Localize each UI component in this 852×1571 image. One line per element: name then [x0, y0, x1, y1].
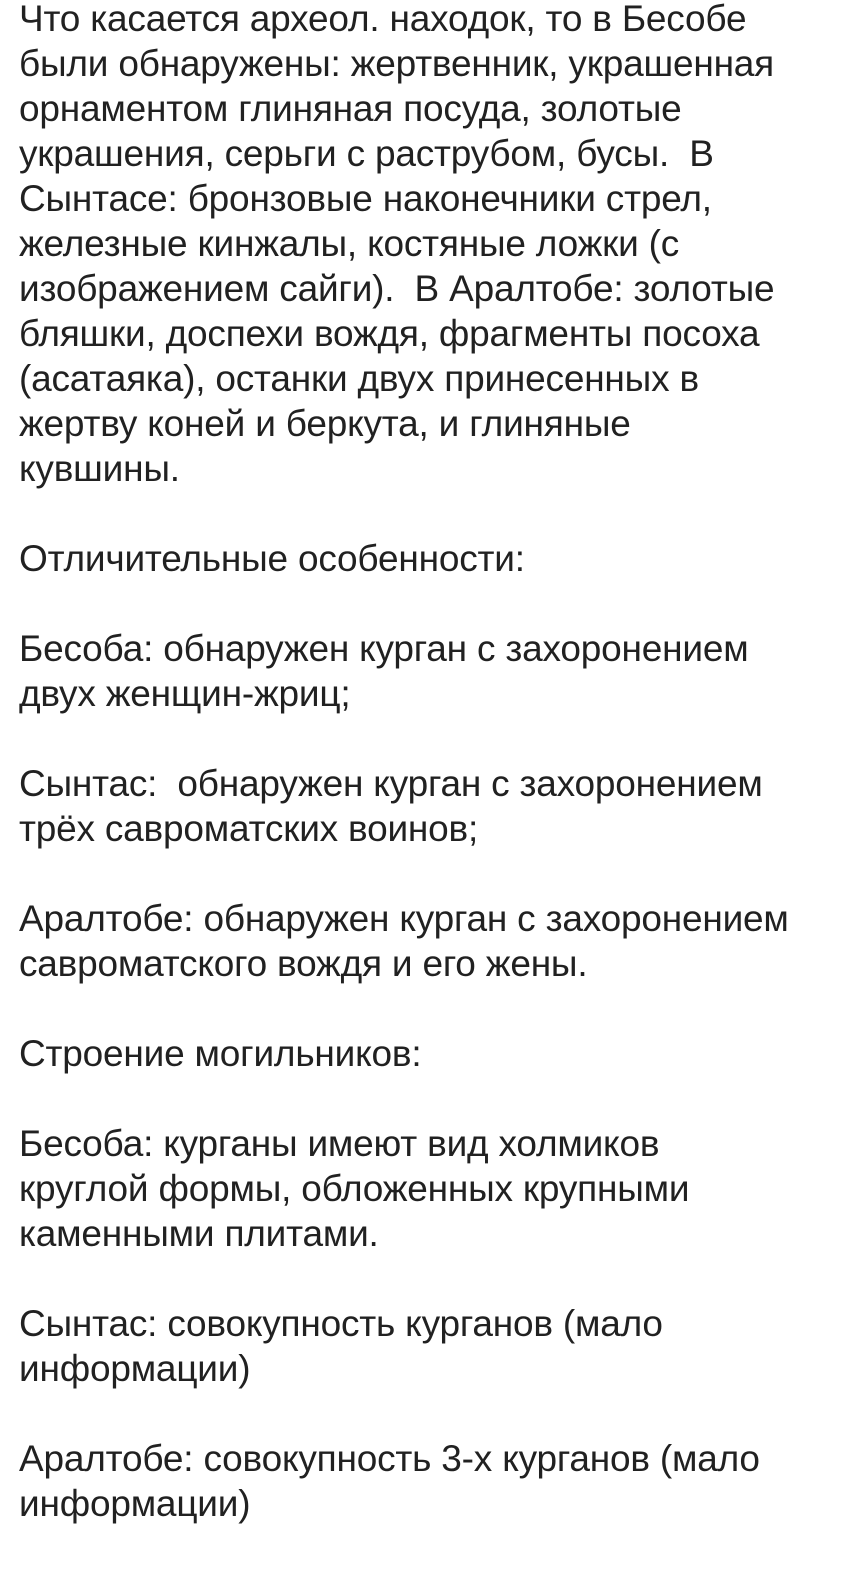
paragraph-besoba-structure — [19, 1121, 844, 1256]
text-line: Аралтобе: совокупность 3-х курганов (мало — [19, 1438, 760, 1479]
paragraph-archaeological-finds — [19, 0, 844, 491]
text-line: кувшины. — [19, 448, 180, 489]
text-line: Аралтобе: обнаружен курган с захоронением — [19, 898, 789, 939]
text-line: железные кинжалы, костяные ложки (с — [19, 223, 680, 264]
section-heading-distinctive-features — [19, 536, 844, 581]
text-line: каменными плитами. — [19, 1213, 379, 1254]
text-line: Сынтасе: бронзовые наконечники стрел, — [19, 178, 712, 219]
paragraph-araltobe-features — [19, 896, 844, 986]
text-line: Отличительные особенности: — [19, 538, 525, 579]
document-text — [19, 0, 844, 1571]
text-line: двух женщин-жриц; — [19, 673, 351, 714]
text-line: Что касается археол. находок, то в Бесобе — [19, 0, 747, 39]
paragraph-araltobe-structure — [19, 1436, 844, 1526]
paragraph-besoba-features — [19, 626, 844, 716]
text-line: савроматского вождя и его жены. — [19, 943, 588, 984]
text-line: информации) — [19, 1483, 251, 1524]
text-line: (асатаяка), останки двух принесенных в — [19, 358, 699, 399]
section-heading-burial-structure — [19, 1031, 844, 1076]
text-line: орнаментом глиняная посуда, золотые — [19, 88, 682, 129]
text-line: бляшки, доспехи вождя, фрагменты посоха — [19, 313, 760, 354]
text-line: были обнаружены: жертвенник, украшенная — [19, 43, 775, 84]
text-line: Бесоба: курганы имеют вид холмиков — [19, 1123, 660, 1164]
paragraph-syntas-structure — [19, 1301, 844, 1391]
text-line: трёх савроматских воинов; — [19, 808, 479, 849]
text-line: Сынтас: обнаружен курган с захоронением — [19, 763, 763, 804]
text-line: круглой формы, обложенных крупными — [19, 1168, 690, 1209]
paragraph-syntas-features — [19, 761, 844, 851]
text-line: Строение могильников: — [19, 1033, 422, 1074]
text-line: Бесоба: обнаружен курган с захоронением — [19, 628, 749, 669]
text-line: жертву коней и беркута, и глиняные — [19, 403, 631, 444]
text-line: изображением сайги). В Аралтобе: золотые — [19, 268, 775, 309]
text-line: украшения, серьги с раструбом, бусы. В — [19, 133, 714, 174]
text-line: Сынтас: совокупность курганов (мало — [19, 1303, 663, 1344]
text-line: информации) — [19, 1348, 251, 1389]
